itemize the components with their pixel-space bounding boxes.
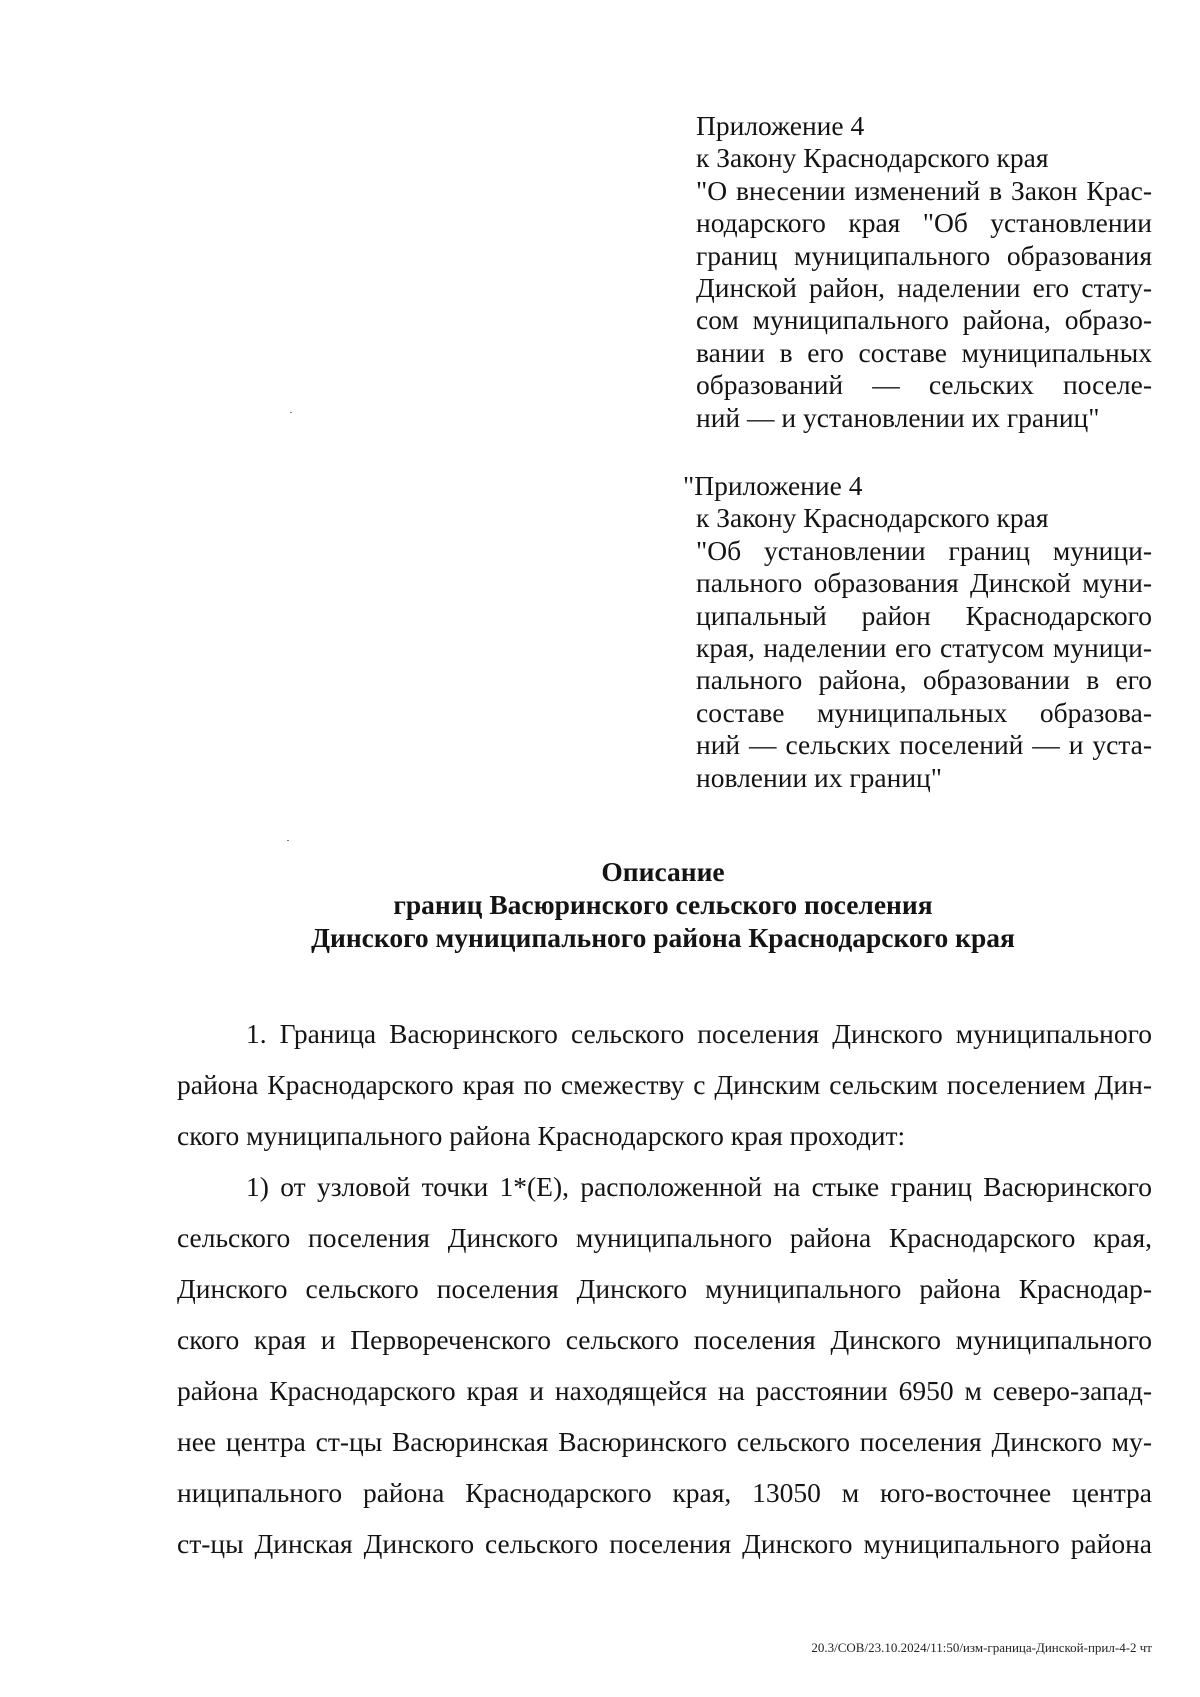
paragraph-line: 1. Граница Васюринского сельского поселения Динского муниципального	[246, 1018, 1152, 1049]
annex-line: "Об установлении границ муници-	[696, 534, 1152, 566]
paragraph-line: ст-цы Динская Динского сельского поселения Динского муниципального района	[177, 1528, 1152, 1559]
scan-speck	[287, 840, 289, 841]
annex-line: вании в его составе муниципальных	[696, 336, 1152, 368]
annex-line: пального образования Динской муни-	[696, 567, 1152, 599]
annex-line: Динской район, наделении его стату-	[696, 272, 1152, 304]
annex-line: ципальный район Краснодарского	[696, 599, 1152, 631]
title-line-1: Описание	[601, 856, 725, 887]
title-line-3: Динского муниципального района Краснодарского края	[311, 922, 1015, 953]
body-text	[177, 1008, 1152, 1569]
paragraph-line: сельского поселения Динского муниципального района Краснодарского края,	[177, 1222, 1152, 1253]
paragraph-line: нее центра ст-цы Васюринская Васюринского сельского поселения Динского му-	[177, 1426, 1152, 1457]
title-line-2: границ Васюринского сельского поселения	[393, 889, 933, 920]
annex-line: "О внесении изменений в Закон Крас-	[696, 174, 1152, 206]
paragraph-line: района Краснодарского края по смежеству с Динским сельским поселением Дин-	[177, 1069, 1152, 1100]
annex-line: сом муниципального района, образо-	[696, 304, 1152, 336]
annex-line: новлении их границ"	[696, 761, 942, 793]
footer-document-code: 20.3/СОВ/23.10.2024/11:50/изм-граница-Динской-прил-4-2 чт	[811, 1640, 1152, 1655]
annex-line: границ муниципального образования	[696, 239, 1152, 271]
annex-line: края, наделении его статусом муници-	[696, 632, 1152, 664]
annex-line: ний — сельских поселений — и уста-	[696, 729, 1152, 761]
document-title	[0, 855, 1200, 954]
annex-line: "Приложение 4	[683, 470, 863, 501]
annex-line: нодарского края "Об установлении	[696, 207, 1152, 239]
annex-line: к Закону Краснодарского края	[696, 142, 1049, 174]
annex-line: ний — и установлении их границ"	[696, 401, 1100, 433]
paragraph-line: ского края и Первореченского сельского поселения Динского муниципального	[177, 1324, 1152, 1355]
annex-line: к Закону Краснодарского края	[696, 502, 1049, 534]
paragraph-line: Динского сельского поселения Динского муниципального района Краснодар-	[177, 1273, 1152, 1304]
paragraph-line: ниципального района Краснодарского края, 13050 м юго-восточнее центра	[177, 1477, 1152, 1508]
paragraph-line: ского муниципального района Краснодарского края проходит:	[177, 1120, 906, 1151]
annex-line: Приложение 4	[696, 110, 865, 141]
annex-line: составе муниципальных образова-	[696, 696, 1152, 728]
paragraph-line: 1) от узловой точки 1*(Е), расположенной на стыке границ Васюринского	[246, 1171, 1152, 1202]
annex-header-current	[696, 110, 1152, 434]
scan-speck	[290, 412, 292, 413]
annex-line: пального района, образовании в его	[696, 664, 1152, 696]
paragraph-line: района Краснодарского края и находящейся на расстоянии 6950 м северо-запад-	[177, 1375, 1152, 1406]
annex-header-previous	[683, 470, 1152, 794]
annex-line: образований — сельских поселе-	[696, 369, 1152, 401]
